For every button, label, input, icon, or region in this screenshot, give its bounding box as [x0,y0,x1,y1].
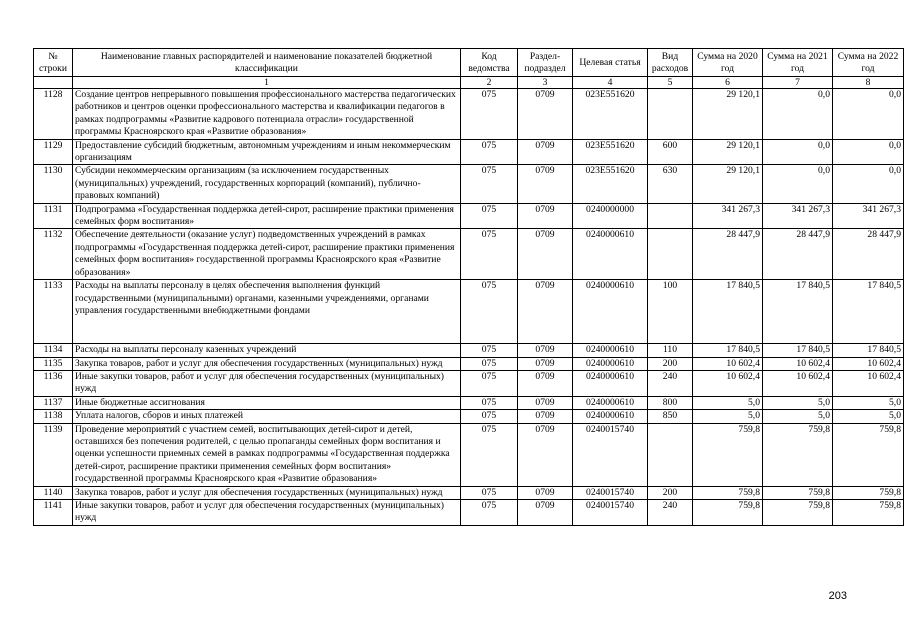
expense-type: 110 [648,344,693,357]
table-row [34,280,904,344]
expense-type [648,229,693,280]
section-code: 0709 [518,370,573,396]
header-sum-2022: Сумма на 2022 год [833,49,904,77]
target-article: 023Е551620 [573,165,648,203]
sum-2021: 28 447,9 [763,229,833,280]
sum-2022: 10 602,4 [833,357,904,370]
sum-2022: 759,8 [833,486,904,499]
sum-2021: 17 840,5 [763,280,833,344]
row-name: Создание центров непрерывного повышения профессионального мастерства педагогических работников и центров оценки профессионального мастерства и квалификации педагогов в рамках подпрограммы «Развитие кадрового потенциала отрасли» государственной программы Красноярского края «Развитие образования» [73,89,461,140]
sum-2022: 17 840,5 [833,344,904,357]
dept-code: 075 [461,344,518,357]
row-name: Иные закупки товаров, работ и услуг для обеспечения государственных (муниципальных) нужд [73,499,461,525]
sum-2021: 0,0 [763,139,833,165]
row-number: 1138 [34,410,73,423]
section-code: 0709 [518,165,573,203]
sum-2021: 5,0 [763,410,833,423]
sum-2022: 10 602,4 [833,370,904,396]
table-row [34,344,904,357]
column-index: 8 [833,77,904,89]
header-name: Наименование главных распорядителей и наименование показателей бюджетной классификации [73,49,461,77]
sum-2021: 10 602,4 [763,370,833,396]
expense-type [648,89,693,140]
target-article: 0240000610 [573,370,648,396]
column-index: 7 [763,77,833,89]
dept-code: 075 [461,139,518,165]
target-article: 0240000610 [573,357,648,370]
column-index: 4 [573,77,648,89]
dept-code: 075 [461,410,518,423]
dept-code: 075 [461,165,518,203]
dept-code: 075 [461,89,518,140]
target-article: 0240000610 [573,396,648,409]
target-article: 023Е551620 [573,139,648,165]
dept-code: 075 [461,423,518,486]
column-index [34,77,73,89]
row-name: Расходы на выплаты персоналу в целях обеспечения выполнения функций государственными (муниципальными) органами, казенными учреждениями, органами управления государственными внебюджетными фондами [73,280,461,344]
expense-type: 630 [648,165,693,203]
expense-type: 800 [648,396,693,409]
sum-2021: 0,0 [763,165,833,203]
sum-2021: 0,0 [763,89,833,140]
expense-type: 600 [648,139,693,165]
row-number: 1129 [34,139,73,165]
sum-2020: 10 602,4 [693,370,763,396]
section-code: 0709 [518,89,573,140]
section-code: 0709 [518,139,573,165]
row-number: 1137 [34,396,73,409]
dept-code: 075 [461,499,518,525]
table-row [34,357,904,370]
sum-2020: 341 267,3 [693,203,763,229]
sum-2022: 759,8 [833,423,904,486]
dept-code: 075 [461,203,518,229]
column-index-row [34,77,904,89]
sum-2020: 17 840,5 [693,280,763,344]
row-number: 1135 [34,357,73,370]
sum-2021: 5,0 [763,396,833,409]
header-sum-2020: Сумма на 2020 год [693,49,763,77]
section-code: 0709 [518,410,573,423]
header-section: Раздел-подраздел [518,49,573,77]
section-code: 0709 [518,280,573,344]
table-row [34,203,904,229]
row-name: Проведение мероприятий с участием семей, воспитывающих детей-сирот и детей, оставшихся без попечения родителей, с целью пропаганды семейных форм воспитания и оценки успешности приемных семей в рамках подпрограммы «Государственная поддержка детей-сирот, расширение практики применения семейных форм воспитания» государственной программы Красноярского края «Развитие образования» [73,423,461,486]
expense-type: 850 [648,410,693,423]
sum-2020: 17 840,5 [693,344,763,357]
row-number: 1128 [34,89,73,140]
table-row [34,486,904,499]
header-expense-type: Вид расходов [648,49,693,77]
section-code: 0709 [518,423,573,486]
row-number: 1132 [34,229,73,280]
row-name: Закупка товаров, работ и услуг для обеспечения государственных (муниципальных) нужд [73,486,461,499]
sum-2022: 0,0 [833,89,904,140]
row-name: Закупка товаров, работ и услуг для обеспечения государственных (муниципальных) нужд [73,357,461,370]
expense-type: 240 [648,370,693,396]
row-name: Иные бюджетные ассигнования [73,396,461,409]
section-code: 0709 [518,396,573,409]
row-number: 1139 [34,423,73,486]
sum-2022: 5,0 [833,396,904,409]
sum-2021: 759,8 [763,423,833,486]
section-code: 0709 [518,486,573,499]
row-number: 1130 [34,165,73,203]
page-number: 203 [828,590,847,602]
header-sum-2021: Сумма на 2021 год [763,49,833,77]
sum-2020: 28 447,9 [693,229,763,280]
target-article: 0240000610 [573,280,648,344]
dept-code: 075 [461,357,518,370]
sum-2022: 28 447,9 [833,229,904,280]
column-index: 2 [461,77,518,89]
table-body [34,89,904,526]
table-row [34,423,904,486]
expense-type [648,423,693,486]
target-article: 0240015740 [573,486,648,499]
column-index: 3 [518,77,573,89]
sum-2022: 5,0 [833,410,904,423]
column-index: 5 [648,77,693,89]
sum-2020: 29 120,1 [693,139,763,165]
expense-type: 240 [648,499,693,525]
dept-code: 075 [461,486,518,499]
sum-2022: 0,0 [833,139,904,165]
table-row [34,165,904,203]
row-name: Расходы на выплаты персоналу казенных учреждений [73,344,461,357]
target-article: 0240000610 [573,344,648,357]
table-row [34,89,904,140]
sum-2020: 759,8 [693,423,763,486]
target-article: 0240000610 [573,229,648,280]
column-index: 6 [693,77,763,89]
sum-2022: 341 267,3 [833,203,904,229]
dept-code: 075 [461,229,518,280]
sum-2020: 29 120,1 [693,165,763,203]
header-target-article: Целевая статья [573,49,648,77]
expense-type [648,203,693,229]
budget-table [33,48,904,526]
sum-2022: 17 840,5 [833,280,904,344]
sum-2020: 10 602,4 [693,357,763,370]
sum-2020: 759,8 [693,486,763,499]
target-article: 023Е551620 [573,89,648,140]
table-row [34,396,904,409]
section-code: 0709 [518,229,573,280]
target-article: 0240015740 [573,423,648,486]
sum-2020: 29 120,1 [693,89,763,140]
sum-2021: 17 840,5 [763,344,833,357]
section-code: 0709 [518,357,573,370]
row-name: Подпрограмма «Государственная поддержка детей-сирот, расширение практики применения семейных форм воспитания» [73,203,461,229]
table-row [34,139,904,165]
row-number: 1134 [34,344,73,357]
row-number: 1136 [34,370,73,396]
column-index: 1 [73,77,461,89]
sum-2021: 10 602,4 [763,357,833,370]
row-name: Иные закупки товаров, работ и услуг для обеспечения государственных (муниципальных) нужд [73,370,461,396]
sum-2022: 759,8 [833,499,904,525]
dept-code: 075 [461,370,518,396]
section-code: 0709 [518,499,573,525]
expense-type: 200 [648,486,693,499]
target-article: 0240000610 [573,410,648,423]
row-number: 1140 [34,486,73,499]
header-dept-code: Код ведомства [461,49,518,77]
sum-2020: 5,0 [693,410,763,423]
dept-code: 075 [461,396,518,409]
section-code: 0709 [518,344,573,357]
sum-2021: 759,8 [763,486,833,499]
row-name: Субсидии некоммерческим организациям (за исключением государственных (муниципальных) учреждений, государственных корпораций (компаний), публично-правовых компаний) [73,165,461,203]
expense-type: 200 [648,357,693,370]
header-row [34,49,904,77]
target-article: 0240000000 [573,203,648,229]
dept-code: 075 [461,280,518,344]
sum-2021: 759,8 [763,499,833,525]
table-row [34,370,904,396]
sum-2020: 5,0 [693,396,763,409]
expense-type: 100 [648,280,693,344]
header-row-number: № строки [34,49,73,77]
sum-2021: 341 267,3 [763,203,833,229]
row-name: Обеспечение деятельности (оказание услуг) подведомственных учреждений в рамках подпрограммы «Государственная поддержка детей-сирот, расширение практики применения семейных форм воспитания» государственной программы Красноярского края «Развитие образования» [73,229,461,280]
row-name: Уплата налогов, сборов и иных платежей [73,410,461,423]
row-number: 1141 [34,499,73,525]
sum-2022: 0,0 [833,165,904,203]
target-article: 0240015740 [573,499,648,525]
row-name: Предоставление субсидий бюджетным, автономным учреждениям и иным некоммерческим организациям [73,139,461,165]
table-row [34,229,904,280]
section-code: 0709 [518,203,573,229]
row-number: 1133 [34,280,73,344]
table-row [34,410,904,423]
row-number: 1131 [34,203,73,229]
table-row [34,499,904,525]
sum-2020: 759,8 [693,499,763,525]
